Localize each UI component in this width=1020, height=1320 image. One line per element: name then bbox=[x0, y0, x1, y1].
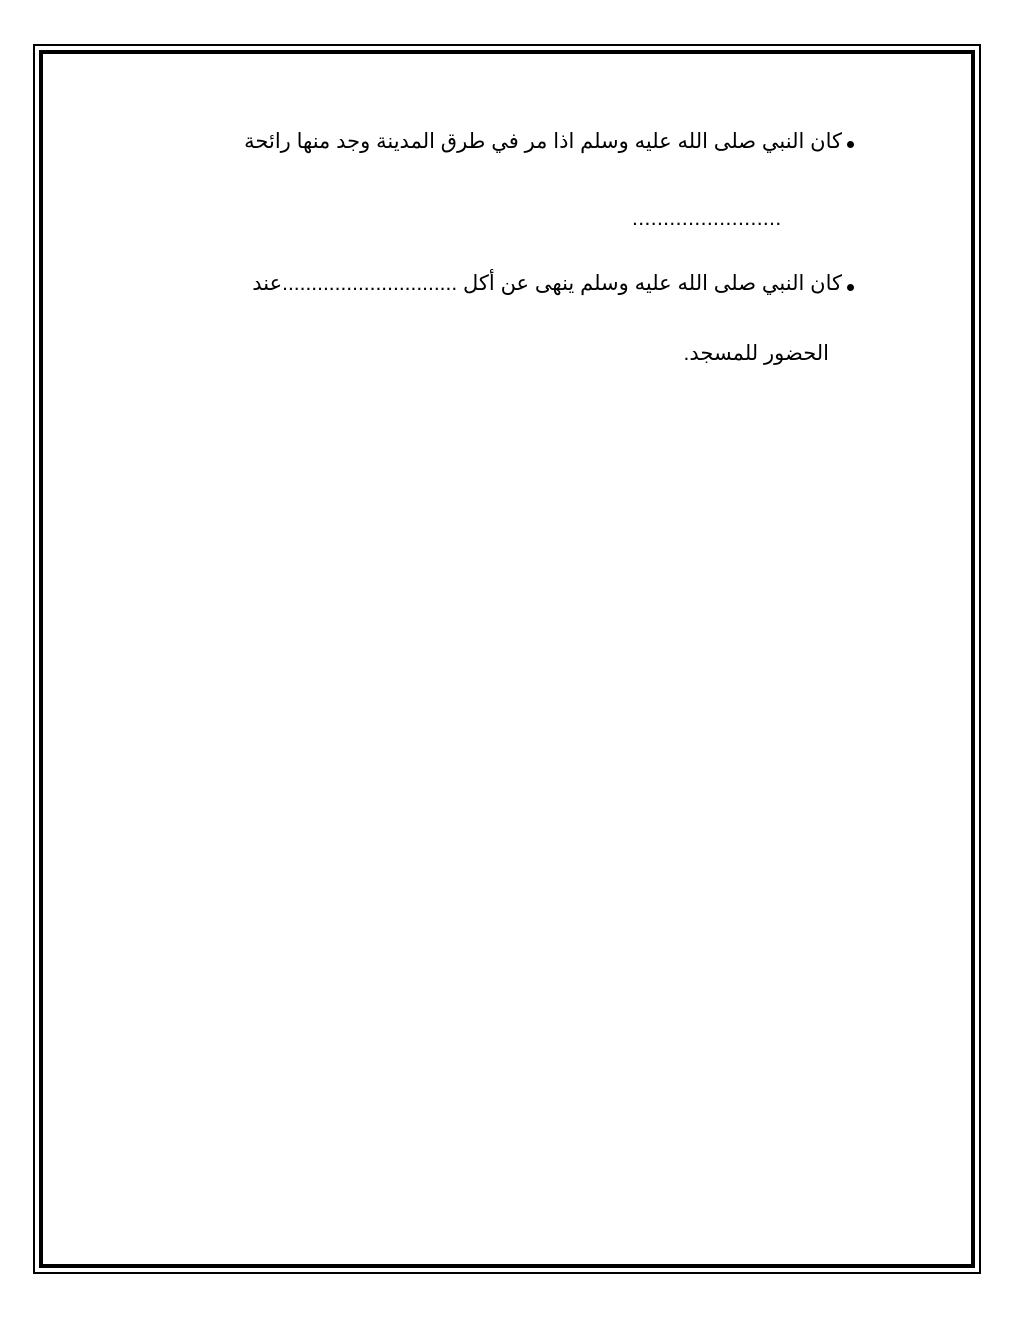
bullet-2 bbox=[847, 284, 854, 291]
bullet-1 bbox=[847, 141, 854, 148]
page-border-inner bbox=[39, 50, 975, 1268]
item-2-line-1: كان النبي صلى الله عليه وسلم ينهى عن أكل ..............................عند bbox=[252, 272, 842, 295]
item-2-line-2: الحضور للمسجد. bbox=[683, 342, 829, 365]
page-border bbox=[33, 44, 981, 1274]
item-1-answer-blank: ........................ bbox=[632, 207, 782, 230]
item-1-line-1: كان النبي صلى الله عليه وسلم اذا مر في طرق المدينة وجد منها رائحة bbox=[244, 130, 842, 153]
